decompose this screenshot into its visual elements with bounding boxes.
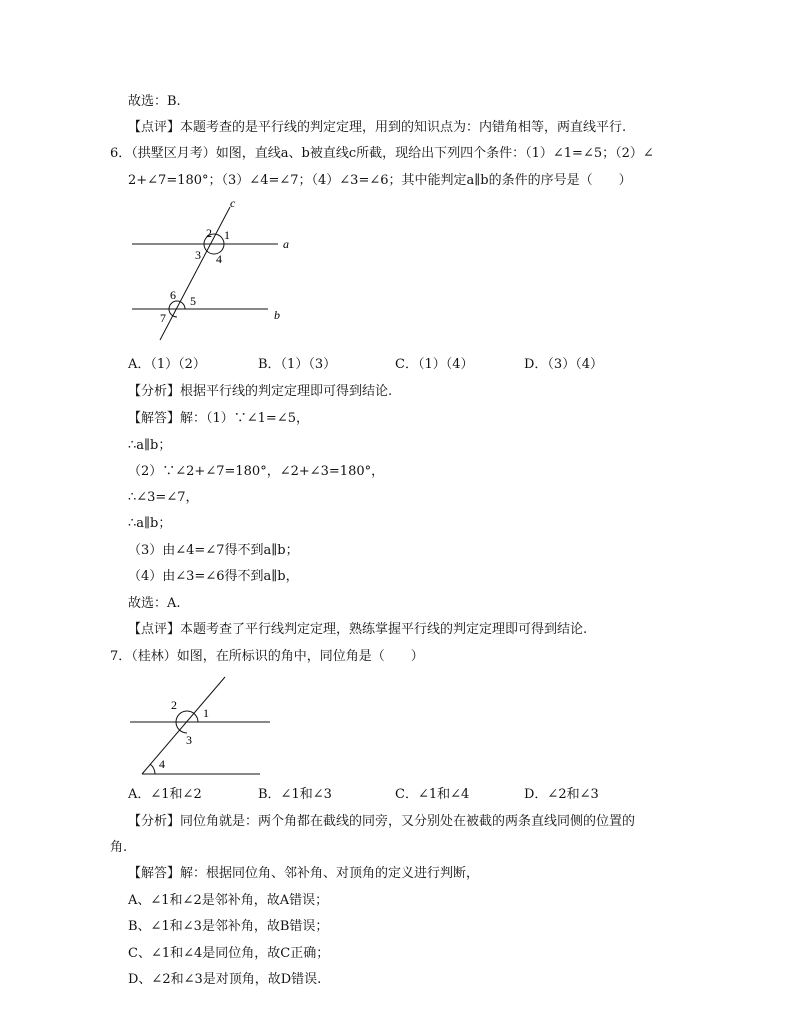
q6-angle-7: 7 bbox=[160, 311, 166, 325]
q6-label-b: b bbox=[274, 308, 280, 322]
q6-solution-line: （3）由∠4=∠7得不到a∥b； bbox=[128, 543, 299, 558]
q6-angle-6: 6 bbox=[170, 288, 176, 302]
q7-solution-line: 【解答】解：根据同位角、邻补角、对顶角的定义进行判断， bbox=[128, 866, 480, 881]
q6-solution-line: 【解答】解：（1）∵∠1=∠5， bbox=[128, 411, 309, 426]
q7-option-a: A．∠1和∠2 bbox=[128, 787, 202, 802]
q6-stem-line1: 6．（拱墅区月考）如图，直线a、b被直线c所截，现给出下列四个条件：（1）∠1=∠5；（2）∠ bbox=[110, 146, 654, 161]
q6-angle-5: 5 bbox=[190, 294, 196, 308]
q7-angle-2: 2 bbox=[171, 698, 177, 712]
q6-angle-1: 1 bbox=[224, 228, 230, 242]
q6-solution-line: （4）由∠3=∠6得不到a∥b， bbox=[128, 569, 299, 584]
q7-analysis-line2: 角. bbox=[110, 840, 128, 855]
q7-angle-1: 1 bbox=[203, 706, 209, 720]
q7-angle-4: 4 bbox=[159, 757, 165, 771]
q7-option-b: B．∠1和∠3 bbox=[258, 787, 332, 802]
q6-solution-line: ∴a∥b； bbox=[128, 516, 172, 531]
q7-solution-line: D、∠2和∠3是对顶角，故D错误. bbox=[128, 972, 322, 987]
q6-solution-line: ∴∠3=∠7， bbox=[128, 490, 199, 505]
q6-option-a: A．（1）（2） bbox=[128, 357, 206, 372]
q6-option-b: B．（1）（3） bbox=[258, 357, 337, 372]
q6-label-c: c bbox=[230, 196, 236, 210]
q7-stem: 7．（桂林）如图，在所标识的角中，同位角是（ ） bbox=[110, 649, 424, 664]
q6-angle-3: 3 bbox=[195, 248, 201, 262]
q6-figure bbox=[120, 195, 300, 345]
q7-solution-line: B、∠1和∠3是邻补角，故B错误； bbox=[128, 919, 329, 934]
q7-option-c: C．∠1和∠4 bbox=[395, 787, 470, 802]
q6-solution-line: 故选：A. bbox=[128, 596, 181, 611]
q6-solution-line: ∴a∥b； bbox=[128, 438, 172, 453]
q7-angle-3: 3 bbox=[186, 733, 192, 747]
q7-transversal bbox=[142, 677, 225, 774]
q5-comment: 【点评】本题考查的是平行线的判定定理，用到的知识点为：内错角相等，两直线平行. bbox=[128, 120, 627, 135]
q6-analysis: 【分析】根据平行线的判定定理即可得到结论. bbox=[128, 384, 393, 399]
q6-comment: 【点评】本题考查了平行线判定定理，熟练掌握平行线的判定定理即可得到结论. bbox=[128, 622, 588, 637]
q7-arc-4 bbox=[150, 764, 155, 774]
q6-stem-line2: 2+∠7=180°；（3）∠4=∠7；（4）∠3=∠6；其中能判定a∥b的条件的序号是（ ） bbox=[128, 173, 632, 188]
q6-angle-4: 4 bbox=[216, 252, 222, 266]
q6-option-d: D．（3）（4） bbox=[524, 357, 603, 372]
q7-solution-line: C、∠1和∠4是同位角，故C正确； bbox=[128, 946, 330, 961]
q7-solution-line: A、∠1和∠2是邻补角，故A错误； bbox=[128, 893, 329, 908]
q6-label-a: a bbox=[283, 237, 289, 251]
q6-line-c bbox=[160, 207, 230, 340]
q6-solution-line: （2）∵∠2+∠7=180°，∠2+∠3=180°， bbox=[128, 464, 385, 479]
q5-answer: 故选：B. bbox=[128, 94, 181, 109]
q6-angle-2: 2 bbox=[206, 226, 212, 240]
q7-analysis-line1: 【分析】同位角就是：两个角都在截线的同旁，又分别处在被截的两条直线同侧的位置的 bbox=[128, 814, 636, 829]
q6-option-c: C．（1）（4） bbox=[395, 357, 474, 372]
q7-figure bbox=[125, 673, 275, 781]
q7-option-d: D．∠2和∠3 bbox=[524, 787, 599, 802]
